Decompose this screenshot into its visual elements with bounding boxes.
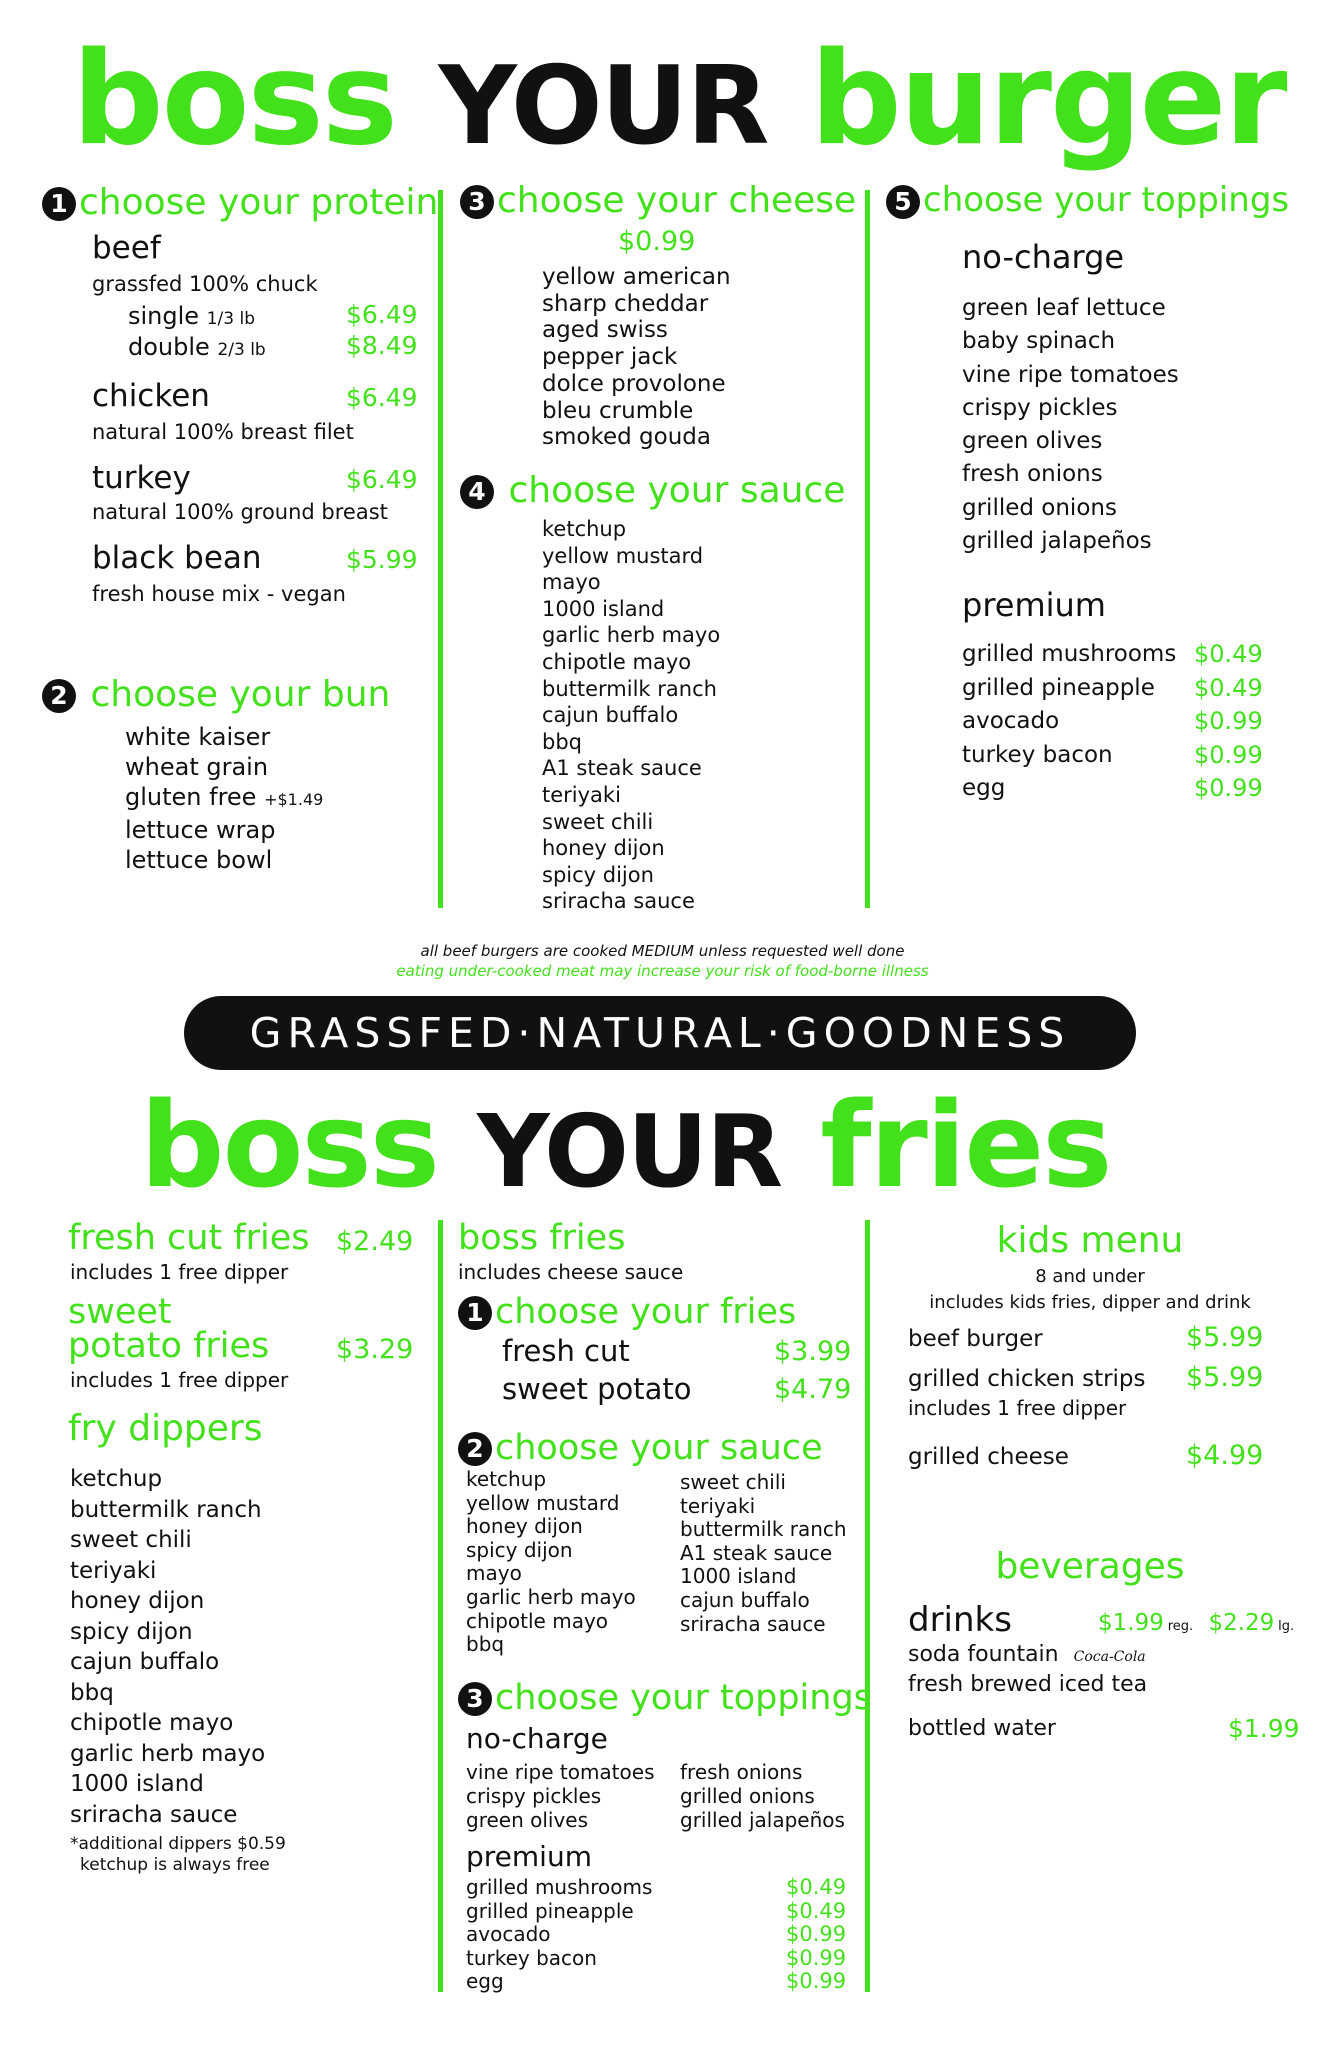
boss-premium-prices bbox=[786, 1876, 846, 1994]
kids-beef-burger: beef burger bbox=[908, 1326, 1043, 1352]
title-word-your: YOUR bbox=[438, 44, 768, 169]
title-word-boss: boss bbox=[140, 1076, 439, 1214]
list-item: spicy dijon bbox=[542, 862, 654, 887]
beef-single-price: $6.49 bbox=[346, 300, 418, 329]
price: $0.99 bbox=[1194, 707, 1263, 735]
sweet-potato-desc: includes 1 free dipper bbox=[70, 1368, 289, 1392]
list-item: garlic herb mayo bbox=[70, 1740, 266, 1767]
list-item: buttermilk ranch bbox=[542, 676, 717, 701]
list-item: 1000 island bbox=[680, 1564, 797, 1589]
list-item: green leaf lettuce bbox=[962, 295, 1166, 321]
price: $0.49 bbox=[786, 1875, 847, 1899]
list-item: smoked gouda bbox=[542, 424, 711, 451]
list-item: honey dijon bbox=[70, 1588, 205, 1614]
list-item: green olives bbox=[962, 428, 1103, 455]
sweet-potato-name-2: potato fries bbox=[68, 1326, 270, 1366]
list-item: grilled mushrooms bbox=[466, 1875, 653, 1899]
list-item: cajun buffalo bbox=[680, 1587, 810, 1612]
list-item: grilled jalapeños bbox=[962, 528, 1152, 555]
boss-step1-heading: 1 choose your fries bbox=[458, 1292, 796, 1332]
kids-chicken-strips: grilled chicken strips bbox=[908, 1366, 1146, 1392]
list-item: egg bbox=[962, 775, 1006, 801]
step-1-badge: 1 bbox=[42, 187, 76, 221]
list-item: spicy dijon bbox=[466, 1537, 573, 1562]
list-item: fresh onions bbox=[680, 1760, 803, 1784]
list-item: grilled pineapple bbox=[962, 674, 1155, 701]
price: $0.49 bbox=[786, 1898, 847, 1923]
list-item: grilled onions bbox=[962, 494, 1117, 521]
black-bean-name: black bean bbox=[92, 540, 262, 576]
sauce-heading: 4 choose your sauce bbox=[460, 470, 845, 511]
list-item: gluten free +$1.49 bbox=[125, 783, 324, 811]
divider-bottom-right bbox=[865, 1220, 870, 1992]
step-3-badge: 3 bbox=[460, 185, 494, 219]
boss-step2-heading: 2 choose your sauce bbox=[458, 1428, 823, 1468]
list-item: buttermilk ranch bbox=[680, 1517, 847, 1542]
dippers-note-2: ketchup is always free bbox=[80, 1855, 270, 1875]
kids-sub-2: includes kids fries, dipper and drink bbox=[929, 1292, 1251, 1313]
step-2-badge: 2 bbox=[458, 1432, 492, 1466]
kids-sub-1: 8 and under bbox=[1035, 1266, 1145, 1287]
dippers-heading: fry dippers bbox=[68, 1408, 263, 1449]
list-item: sharp cheddar bbox=[542, 290, 709, 317]
price: $0.99 bbox=[786, 1969, 847, 1994]
list-item: crispy pickles bbox=[466, 1784, 602, 1808]
list-item: lettuce bowl bbox=[125, 846, 273, 874]
beef-double-price: $8.49 bbox=[346, 331, 418, 360]
list-item: ketchup bbox=[466, 1467, 547, 1491]
bun-heading: 2 choose your bun bbox=[42, 674, 390, 715]
list-item: yellow american bbox=[542, 264, 731, 290]
list-item: sweet chili bbox=[542, 809, 654, 834]
title-word-your: YOUR bbox=[477, 1093, 782, 1210]
kids-chicken-strips-price: $5.99 bbox=[1186, 1362, 1264, 1393]
list-item: garlic herb mayo bbox=[466, 1584, 636, 1609]
price: $0.99 bbox=[786, 1945, 847, 1970]
sauce-list bbox=[542, 516, 720, 915]
boss-sweet-potato-price: $4.79 bbox=[774, 1374, 852, 1405]
boss-premium-label: premium bbox=[466, 1840, 592, 1873]
cheese-list bbox=[542, 264, 731, 451]
kids-chicken-desc: includes 1 free dipper bbox=[908, 1396, 1127, 1420]
list-item: baby spinach bbox=[962, 328, 1116, 355]
list-item: ketchup bbox=[542, 517, 627, 541]
divider-top-right bbox=[865, 190, 870, 908]
boss-step3-heading: 3 choose your toppings bbox=[458, 1678, 872, 1718]
boss-fries-desc: includes cheese sauce bbox=[458, 1260, 684, 1284]
health-warning: eating under-cooked meat may increase your risk of food-borne illness bbox=[396, 962, 929, 980]
kids-heading: kids menu bbox=[996, 1220, 1184, 1261]
list-item: dolce provolone bbox=[542, 370, 726, 397]
list-item: white kaiser bbox=[125, 723, 271, 751]
kids-beef-burger-price: $5.99 bbox=[1186, 1322, 1264, 1353]
list-item: pepper jack bbox=[542, 344, 678, 371]
list-item: turkey bacon bbox=[962, 741, 1113, 768]
list-item: sriracha sauce bbox=[542, 889, 695, 914]
title-word-boss: boss bbox=[72, 25, 396, 174]
step-2-badge: 2 bbox=[42, 679, 76, 713]
toppings-premium-prices bbox=[1194, 638, 1263, 806]
beef-single: single 1/3 lb bbox=[128, 302, 255, 330]
burger-title bbox=[72, 25, 1286, 177]
step-3-badge: 3 bbox=[458, 1682, 492, 1716]
list-item: garlic herb mayo bbox=[542, 623, 721, 648]
list-item: green olives bbox=[466, 1808, 589, 1832]
boss-fries-name: boss fries bbox=[458, 1218, 626, 1258]
toppings-nocharge-label: no-charge bbox=[962, 238, 1125, 276]
drinks-label: drinks bbox=[908, 1600, 1012, 1640]
list-item: chipotle mayo bbox=[70, 1710, 234, 1736]
price: $0.99 bbox=[1194, 740, 1263, 769]
list-item: grilled onions bbox=[680, 1784, 815, 1808]
toppings-premium-list bbox=[962, 638, 1176, 806]
list-item: chipotle mayo bbox=[542, 649, 692, 674]
list-item: teriyaki bbox=[680, 1493, 756, 1518]
list-item: 1000 island bbox=[542, 596, 665, 621]
list-item: buttermilk ranch bbox=[70, 1496, 262, 1523]
list-item: turkey bacon bbox=[466, 1945, 597, 1970]
step-5-badge: 5 bbox=[886, 185, 920, 219]
black-bean-price: $5.99 bbox=[346, 545, 418, 574]
boss-toppings-col1 bbox=[466, 1760, 655, 1832]
list-item: yellow mustard bbox=[542, 543, 704, 568]
list-item: mayo bbox=[542, 570, 601, 595]
soda-fountain: soda fountain Coca-Cola bbox=[908, 1642, 1146, 1667]
bottled-water-price: $1.99 bbox=[1228, 1714, 1300, 1743]
list-item: vine ripe tomatoes bbox=[962, 361, 1179, 388]
list-item: grilled jalapeños bbox=[680, 1808, 845, 1832]
bottled-water: bottled water bbox=[908, 1716, 1056, 1741]
price: $0.49 bbox=[1194, 673, 1263, 702]
list-item: sriracha sauce bbox=[680, 1611, 826, 1636]
black-bean-desc: fresh house mix - vegan bbox=[92, 582, 346, 606]
list-item: cajun buffalo bbox=[70, 1649, 220, 1675]
divider-bottom-left bbox=[438, 1220, 443, 1992]
list-item: crispy pickles bbox=[962, 394, 1118, 421]
step-4-badge: 4 bbox=[460, 475, 494, 509]
divider-top-left bbox=[438, 190, 443, 908]
boss-fresh-cut-price: $3.99 bbox=[774, 1336, 852, 1367]
list-item: egg bbox=[466, 1969, 504, 1994]
list-item: wheat grain bbox=[125, 753, 269, 781]
step-1-badge: 1 bbox=[458, 1296, 492, 1330]
list-item: bbq bbox=[466, 1632, 505, 1657]
fresh-cut-price: $2.49 bbox=[336, 1226, 414, 1257]
sweet-potato-price: $3.29 bbox=[336, 1334, 414, 1365]
list-item: avocado bbox=[466, 1922, 551, 1947]
fresh-cut-desc: includes 1 free dipper bbox=[70, 1260, 289, 1284]
list-item: A1 steak sauce bbox=[680, 1540, 833, 1565]
boss-sauce-col2 bbox=[680, 1471, 847, 1636]
title-word-fries: fries bbox=[820, 1076, 1111, 1214]
sweet-potato-name-1: sweet bbox=[68, 1292, 172, 1332]
toppings-heading: 5 choose your toppings bbox=[886, 180, 1289, 220]
list-item: aged swiss bbox=[542, 317, 668, 344]
list-item: fresh onions bbox=[962, 461, 1103, 488]
list-item: avocado bbox=[962, 708, 1060, 734]
toppings-premium-label: premium bbox=[962, 586, 1106, 624]
boss-toppings-col2 bbox=[680, 1760, 845, 1832]
fries-title bbox=[140, 1076, 1111, 1217]
slogan-banner: GRASSFED·NATURAL·GOODNESS bbox=[184, 996, 1136, 1070]
price: $0.49 bbox=[1194, 640, 1263, 668]
iced-tea: fresh brewed iced tea bbox=[908, 1672, 1148, 1697]
chicken-name: chicken bbox=[92, 378, 210, 414]
cheese-heading: 3 choose your cheese bbox=[460, 180, 856, 221]
toppings-nocharge-list bbox=[962, 292, 1179, 558]
list-item: spicy dijon bbox=[70, 1618, 193, 1645]
chicken-price: $6.49 bbox=[346, 383, 418, 412]
list-item: chipotle mayo bbox=[466, 1608, 609, 1633]
list-item: honey dijon bbox=[542, 836, 665, 861]
coca-cola-logo: Coca-Cola bbox=[1073, 1649, 1146, 1665]
dippers-note-1: *additional dippers $0.59 bbox=[70, 1834, 286, 1854]
beef-desc: grassfed 100% chuck bbox=[92, 272, 318, 296]
list-item: lettuce wrap bbox=[125, 816, 276, 844]
chicken-desc: natural 100% breast filet bbox=[92, 420, 354, 444]
list-item: 1000 island bbox=[70, 1771, 204, 1797]
bun-list bbox=[125, 722, 323, 875]
boss-sauce-col1 bbox=[466, 1468, 636, 1657]
list-item: mayo bbox=[466, 1561, 522, 1586]
fresh-cut-name: fresh cut fries bbox=[68, 1218, 310, 1258]
price: $0.99 bbox=[1194, 774, 1263, 802]
kids-grilled-cheese: grilled cheese bbox=[908, 1444, 1069, 1470]
beef-name: beef bbox=[92, 230, 161, 266]
cooking-note: all beef burgers are cooked MEDIUM unless requested well done bbox=[420, 942, 905, 960]
beef-double: double 2/3 lb bbox=[128, 333, 266, 361]
turkey-desc: natural 100% ground breast bbox=[92, 500, 388, 524]
kids-grilled-cheese-price: $4.99 bbox=[1186, 1440, 1264, 1471]
list-item: honey dijon bbox=[466, 1514, 583, 1539]
title-word-burger: burger bbox=[810, 25, 1286, 174]
list-item: cajun buffalo bbox=[542, 703, 679, 728]
beverages-heading: beverages bbox=[995, 1546, 1185, 1587]
turkey-name: turkey bbox=[92, 460, 191, 496]
list-item: teriyaki bbox=[542, 782, 621, 807]
list-item: bleu crumble bbox=[542, 397, 694, 424]
list-item: bbq bbox=[70, 1679, 114, 1706]
boss-premium-list bbox=[466, 1876, 652, 1994]
list-item: grilled mushrooms bbox=[962, 641, 1177, 667]
list-item: sriracha sauce bbox=[70, 1801, 238, 1828]
boss-sweet-potato: sweet potato bbox=[502, 1372, 692, 1406]
dippers-list bbox=[70, 1464, 265, 1830]
boss-fresh-cut: fresh cut bbox=[502, 1334, 630, 1368]
list-item: A1 steak sauce bbox=[542, 756, 702, 781]
boss-nocharge-label: no-charge bbox=[466, 1722, 608, 1755]
list-item: ketchup bbox=[70, 1466, 163, 1492]
list-item: teriyaki bbox=[70, 1557, 157, 1584]
list-item: yellow mustard bbox=[466, 1490, 620, 1515]
turkey-price: $6.49 bbox=[346, 465, 418, 494]
list-item: grilled pineapple bbox=[466, 1898, 634, 1923]
list-item: bbq bbox=[542, 729, 582, 754]
drink-prices: $1.99 reg. $2.29 lg. bbox=[1098, 1610, 1295, 1636]
list-item: sweet chili bbox=[680, 1470, 786, 1494]
protein-heading: 1 choose your protein bbox=[42, 182, 438, 223]
price: $0.99 bbox=[786, 1922, 847, 1947]
list-item: sweet chili bbox=[70, 1527, 192, 1553]
list-item: vine ripe tomatoes bbox=[466, 1760, 655, 1784]
cheese-price: $0.99 bbox=[618, 226, 696, 257]
